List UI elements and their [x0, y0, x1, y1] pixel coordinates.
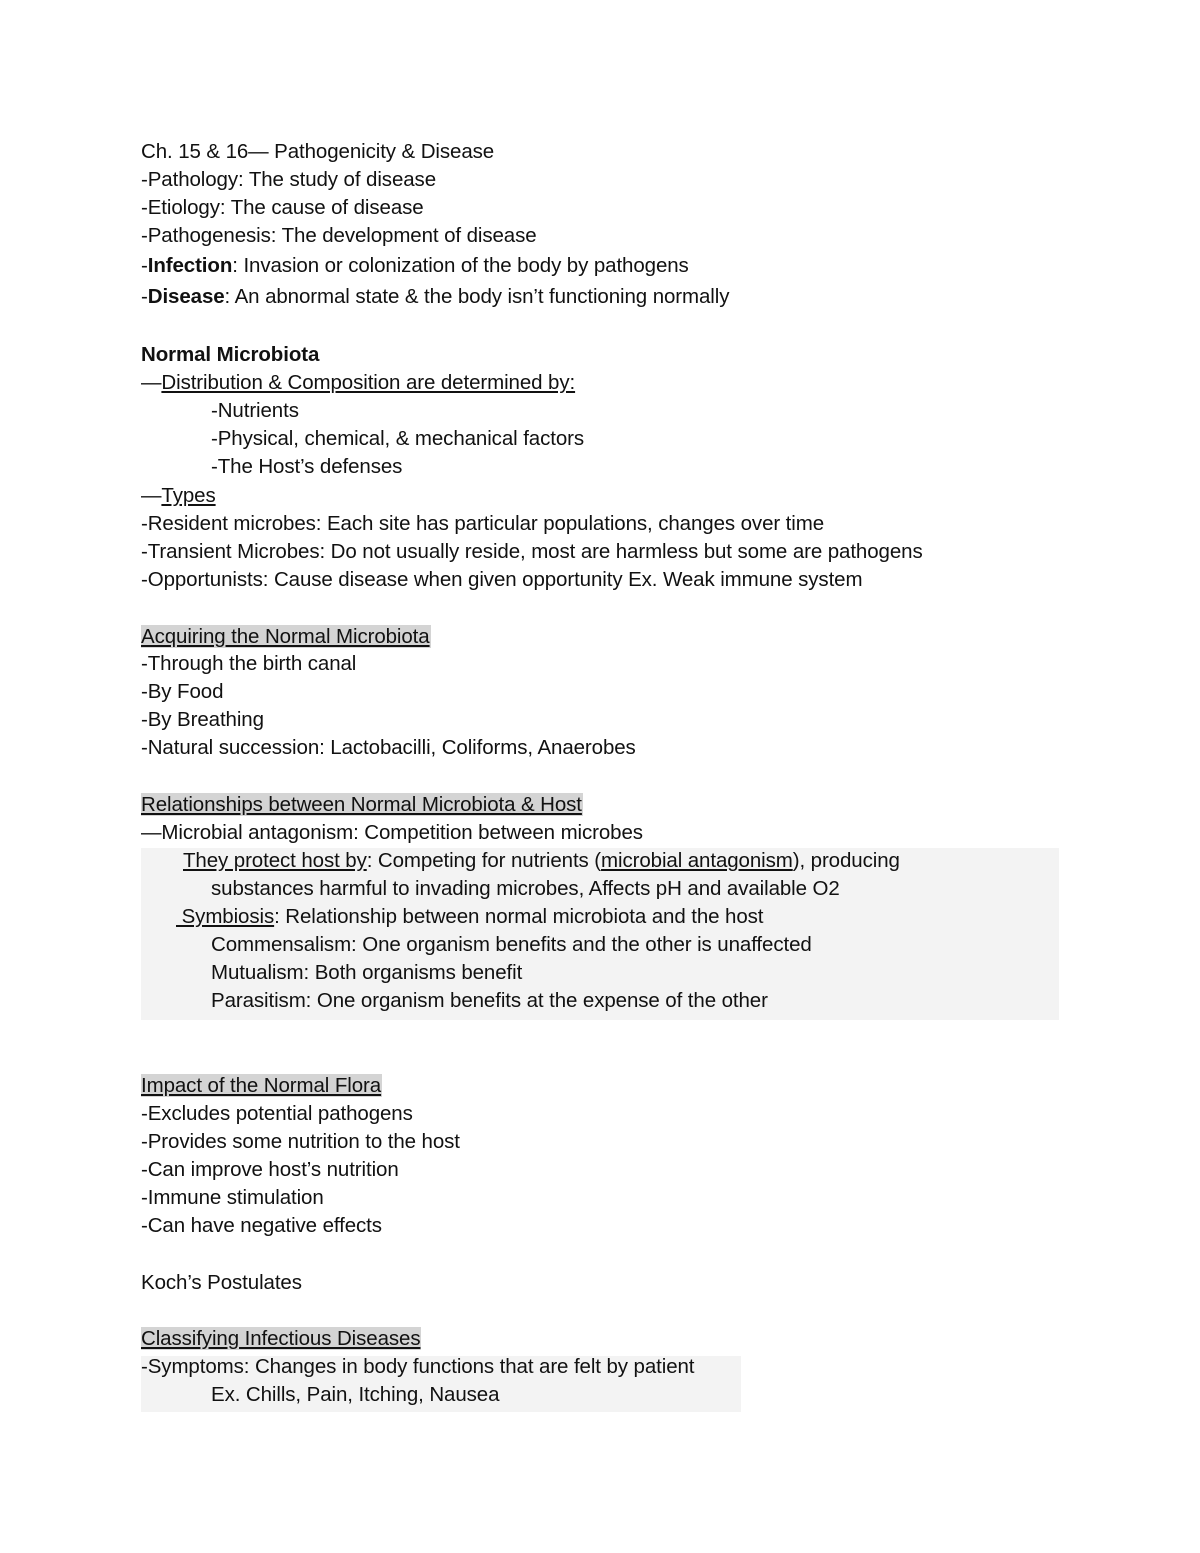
type-item: -Transient Microbes: Do not usually reside, most are harmless but some are pathogens [141, 540, 923, 563]
koch-postulates-heading: Koch’s Postulates [141, 1271, 302, 1294]
impact-item: -Can improve host’s nutrition [141, 1158, 399, 1181]
symbiosis-type: Commensalism: One organism benefits and the other is unaffected [211, 933, 812, 956]
definition-infection: -Infection: Invasion or colonization of the body by pathogens [141, 254, 689, 277]
definition-pathology: -Pathology: The study of disease [141, 168, 437, 191]
section-heading-normal-microbiota: Normal Microbiota [141, 343, 320, 366]
distribution-line: —Distribution & Composition are determined by: [141, 371, 576, 394]
factor-item: -Nutrients [211, 399, 299, 422]
type-item: -Opportunists: Cause disease when given opportunity Ex. Weak immune system [141, 568, 863, 591]
symptoms-line: -Symptoms: Changes in body functions that are felt by patient [141, 1355, 695, 1378]
acquiring-item: -Through the birth canal [141, 652, 357, 675]
symptoms-example: Ex. Chills, Pain, Itching, Nausea [211, 1383, 500, 1406]
impact-item: -Excludes potential pathogens [141, 1102, 413, 1125]
acquiring-item: -By Food [141, 680, 224, 703]
acquiring-item: -By Breathing [141, 708, 264, 731]
symbiosis-type: Mutualism: Both organisms benefit [211, 961, 523, 984]
definition-etiology: -Etiology: The cause of disease [141, 196, 424, 219]
impact-item: -Provides some nutrition to the host [141, 1130, 460, 1153]
document-title: Ch. 15 & 16— Pathogenicity & Disease [141, 140, 495, 163]
section-heading-acquiring: Acquiring the Normal Microbiota [141, 625, 430, 648]
protect-host-continuation: substances harmful to invading microbes, Affects pH and available O2 [211, 877, 840, 900]
symbiosis-line: Symbiosis: Relationship between normal microbiota and the host [176, 905, 764, 928]
acquiring-item: -Natural succession: Lactobacilli, Coliforms, Anaerobes [141, 736, 636, 759]
section-heading-impact: Impact of the Normal Flora [141, 1074, 382, 1097]
impact-item: -Can have negative effects [141, 1214, 382, 1237]
type-item: -Resident microbes: Each site has particular populations, changes over time [141, 512, 825, 535]
symbiosis-type: Parasitism: One organism benefits at the expense of the other [211, 989, 768, 1012]
definition-disease: -Disease: An abnormal state & the body isn’t functioning normally [141, 285, 730, 308]
factor-item: -Physical, chemical, & mechanical factors [211, 427, 585, 450]
section-heading-classifying: Classifying Infectious Diseases [141, 1327, 421, 1350]
impact-item: -Immune stimulation [141, 1186, 324, 1209]
types-line: —Types [141, 484, 216, 507]
section-heading-relationships: Relationships between Normal Microbiota & Host [141, 793, 582, 816]
protect-host-line: They protect host by: Competing for nutrients (microbial antagonism), producing [183, 849, 900, 872]
definition-pathogenesis: -Pathogenesis: The development of disease [141, 224, 537, 247]
factor-item: -The Host’s defenses [211, 455, 403, 478]
antagonism-line: —Microbial antagonism: Competition between microbes [141, 821, 643, 844]
